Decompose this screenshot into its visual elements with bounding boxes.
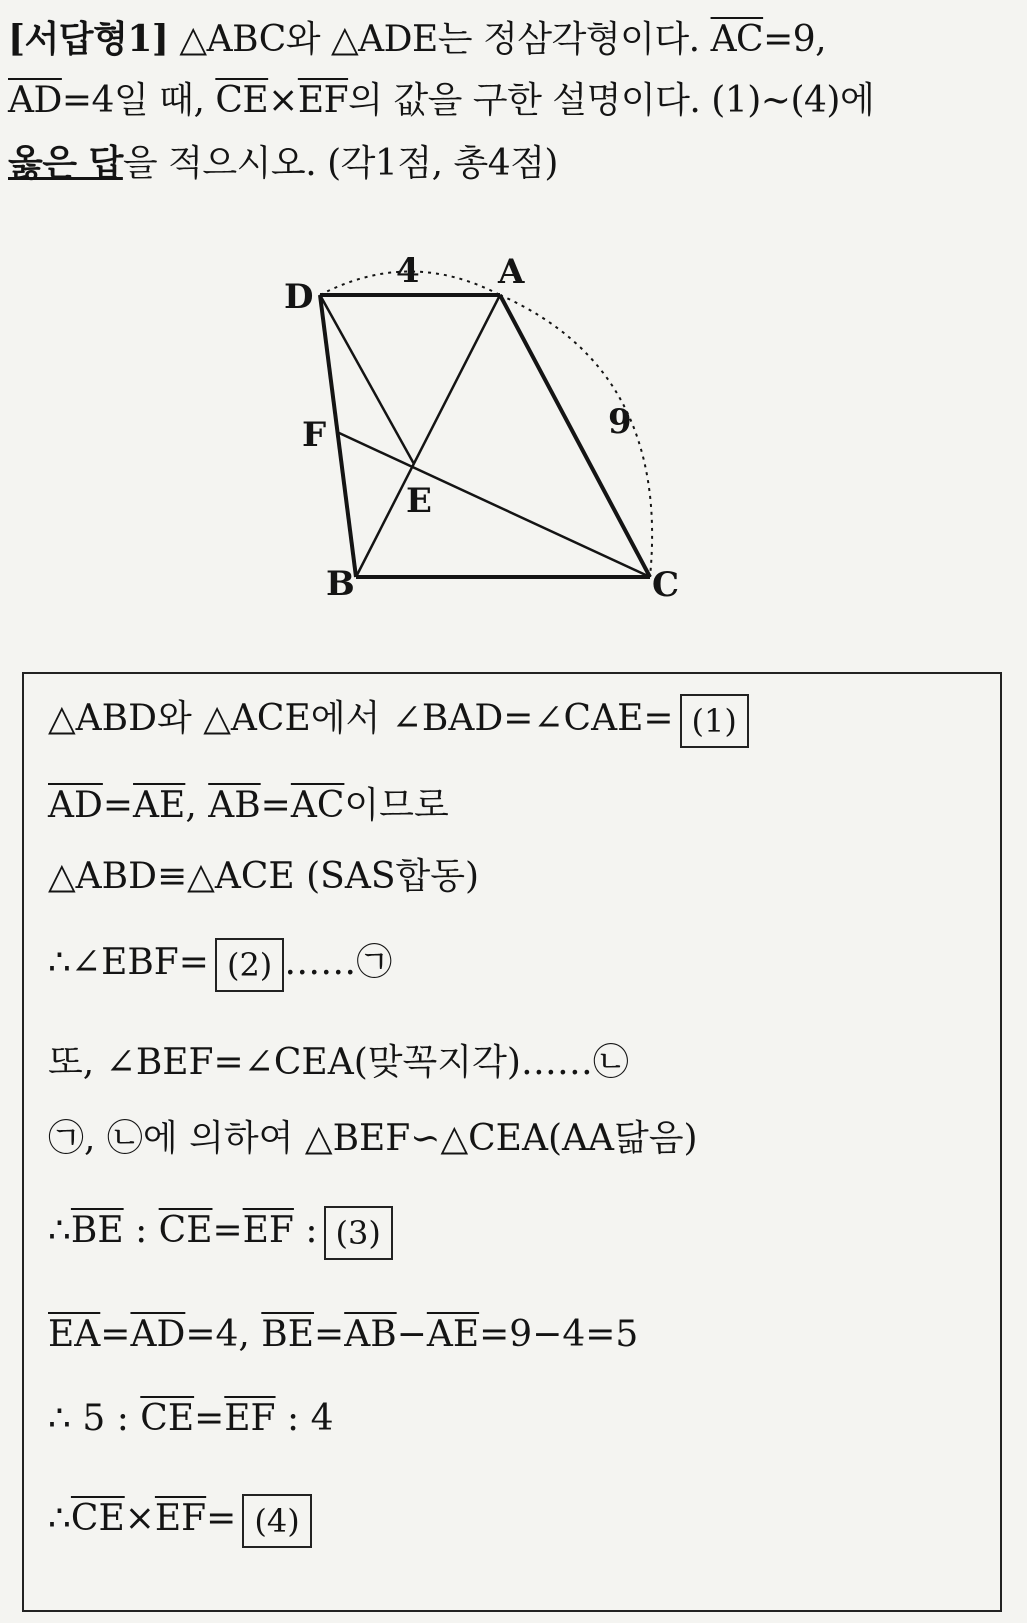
solution-text: : 4 — [275, 1398, 334, 1439]
solution-line-6 — [48, 1112, 698, 1166]
emphasized-text: 옳은 답 — [8, 142, 123, 184]
segment-ac: $\overline{AC}$ — [290, 785, 345, 826]
segment-ef: $\overline{EF}$ — [242, 1210, 294, 1251]
statement-text: =4일 때, — [61, 80, 216, 121]
statement-line-2 — [8, 70, 1013, 132]
equals-sign: = — [314, 1314, 345, 1355]
ratio-sign: : — [293, 1210, 318, 1251]
segment-de — [320, 295, 414, 464]
therefore-sign: ∴ — [48, 1210, 71, 1251]
solution-text: ∴ 5 : — [48, 1398, 141, 1439]
segment-ad: $\overline{AD}$ — [48, 785, 103, 826]
answer-blank-3: (3) — [324, 1206, 393, 1260]
geometry-figure — [284, 250, 710, 630]
segment-ce: $\overline{CE}$ — [215, 80, 269, 121]
solution-line-3 — [48, 850, 479, 904]
segment-ce: $\overline{CE}$ — [158, 1210, 213, 1251]
segment-ef: $\overline{EF}$ — [224, 1398, 276, 1439]
solution-line-1 — [48, 692, 749, 748]
equals-sign: = — [206, 1498, 237, 1539]
statement-text: =9, — [763, 19, 827, 60]
solution-text: =4, — [185, 1314, 262, 1355]
segment-ef: $\overline{EF}$ — [154, 1498, 207, 1539]
statement-text: △ABC와 △ADE는 정삼각형이다. — [168, 19, 711, 60]
solution-text: △ABD≡△ACE (SAS합동) — [48, 856, 480, 897]
answer-blank-2: (2) — [215, 938, 284, 992]
segment-ab: $\overline{AB}$ — [344, 1314, 397, 1355]
statement-line-1 — [8, 8, 1013, 70]
ratio-sign: : — [123, 1210, 159, 1251]
label-b: B — [326, 564, 355, 604]
times-sign: × — [124, 1498, 155, 1539]
segment-ab: $\overline{AB}$ — [208, 785, 261, 826]
solution-text: ∴∠EBF= — [48, 942, 209, 983]
label-a: A — [498, 252, 525, 292]
solution-line-9 — [48, 1392, 333, 1446]
segment-ae: $\overline{AE}$ — [426, 1314, 480, 1355]
solution-text: 이므로 — [344, 785, 449, 826]
equals-sign: = — [260, 785, 291, 826]
segment-ce: $\overline{CE}$ — [70, 1498, 125, 1539]
answer-blank-1: (1) — [680, 694, 749, 748]
label-f: F — [302, 415, 327, 455]
solution-line-5 — [48, 1036, 629, 1090]
equals-sign: = — [100, 1314, 131, 1355]
segment-be: $\overline{BE}$ — [261, 1314, 315, 1355]
segment-ad: $\overline{AD}$ — [130, 1314, 186, 1355]
statement-text: 을 적으시오. (각1점, 총4점) — [122, 143, 558, 184]
statement-text: 의 값을 구한 설명이다. (1)~(4)에 — [348, 80, 875, 121]
segment-fc — [337, 432, 650, 577]
statement-line-3 — [8, 132, 1013, 194]
solution-text: 또, ∠BEF=∠CEA(맞꼭지각)……㉡ — [48, 1042, 629, 1083]
segment-be: $\overline{BE}$ — [70, 1210, 124, 1251]
solution-line-8 — [48, 1308, 638, 1362]
segment-ea: $\overline{EA}$ — [48, 1314, 101, 1355]
solution-text: =9−4=5 — [479, 1314, 639, 1355]
minus-sign: − — [396, 1314, 427, 1355]
solution-line-4 — [48, 936, 392, 992]
segment-ad: $\overline{AD}$ — [8, 80, 62, 121]
segment-ef: $\overline{EF}$ — [297, 80, 349, 121]
answer-blank-4: (4) — [242, 1494, 311, 1548]
solution-box — [22, 672, 1002, 1612]
segment-ce: $\overline{CE}$ — [140, 1398, 195, 1439]
length-da: 4 — [396, 251, 420, 291]
label-c: C — [652, 565, 680, 605]
segment-ac: $\overline{AC}$ — [710, 19, 764, 60]
solution-text: △ABD와 △ACE에서 ∠BAD=∠CAE= — [48, 698, 674, 739]
comma: , — [185, 785, 209, 826]
segment-ae: $\overline{AE}$ — [133, 785, 186, 826]
equals-sign: = — [212, 1210, 243, 1251]
solution-text: ㉠, ㉡에 의하여 △BEF∽△CEA(AA닮음) — [48, 1118, 698, 1159]
label-d: D — [284, 277, 314, 317]
equals-sign: = — [194, 1398, 225, 1439]
problem-tag: [서답형1] — [8, 18, 169, 60]
segment-ab — [356, 295, 500, 577]
solution-line-10 — [48, 1492, 312, 1548]
solution-text: ……㉠ — [284, 942, 393, 983]
solution-line-2 — [48, 779, 449, 833]
label-e: E — [406, 481, 432, 521]
equals-sign: = — [102, 785, 134, 826]
times-sign: × — [268, 80, 298, 121]
problem-statement — [8, 8, 1013, 194]
therefore-sign: ∴ — [48, 1498, 71, 1539]
length-ac: 9 — [608, 402, 632, 442]
solution-line-7 — [48, 1204, 393, 1260]
